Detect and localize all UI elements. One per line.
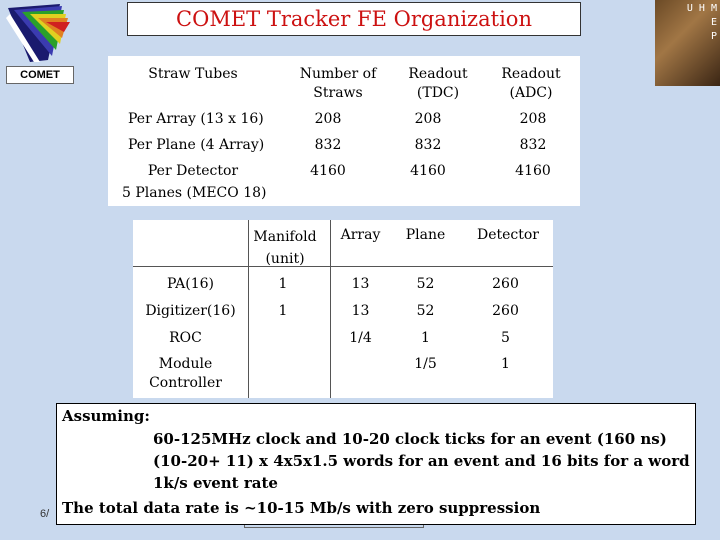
comet-logo-label: COMET	[6, 66, 74, 84]
table-cell: 1	[421, 330, 430, 346]
hardware-count-table	[133, 220, 553, 398]
data-rate-conclusion: The total data rate is ~10-15 Mb/s with zero suppression	[62, 499, 541, 517]
table-cell: 1/4	[349, 330, 372, 346]
table-cell: 52	[416, 303, 435, 319]
table-cell: 4160	[310, 163, 346, 179]
table-cell: 5	[501, 330, 510, 346]
row-label-per-plane: Per Plane (4 Array)	[128, 137, 265, 153]
straw-count-table	[108, 56, 580, 206]
badge-line-1: U H M	[686, 3, 717, 14]
header-straw-tubes: Straw Tubes	[148, 66, 238, 82]
badge-line-2: E	[710, 17, 717, 28]
row-label-pa: PA(16)	[167, 276, 214, 292]
header-detector: Detector	[476, 227, 539, 243]
table-cell: 4160	[410, 163, 446, 179]
table-cell: 208	[414, 111, 442, 127]
table-cell: 260	[492, 303, 519, 319]
row-label-module-controller: Module Controller	[149, 356, 222, 391]
table-cell: 260	[492, 276, 519, 292]
table-cell: 1	[501, 356, 510, 372]
badge-line-3: P	[710, 31, 717, 42]
table-cell: 1	[278, 303, 288, 319]
table-cell: 4160	[515, 163, 551, 179]
header-array: Array	[340, 227, 381, 243]
assumption-line: 60-125MHz clock and 10-20 clock ticks for an event (160 ns)	[153, 430, 667, 448]
table-cell: 832	[314, 137, 342, 153]
assumption-line: 1k/s event rate	[153, 474, 278, 492]
assumption-line: (10-20+ 11) x 4x5x1.5 words for an event and 16 bits for a word	[153, 452, 690, 470]
page-title: COMET Tracker FE Organization	[127, 2, 581, 36]
header-number-of-straws: Number of Straws	[299, 66, 377, 101]
grid-line	[330, 220, 331, 398]
table-cell: 832	[414, 137, 442, 153]
grid-line	[133, 266, 553, 267]
table-cell: 208	[314, 111, 342, 127]
row-label-per-detector: Per Detector	[147, 163, 239, 179]
table-cell: 1	[278, 276, 288, 292]
table-cell: 13	[351, 303, 370, 319]
assumptions-heading: Assuming:	[62, 407, 150, 425]
row-label-digitizer: Digitizer(16)	[145, 303, 236, 319]
table-cell: 1/5	[414, 356, 437, 372]
header-readout-tdc: Readout (TDC)	[408, 66, 468, 101]
uhm-letters	[687, 2, 717, 44]
row-label-roc: ROC	[169, 330, 202, 346]
header-manifold: Manifold (unit)	[253, 229, 317, 267]
row-label-per-detector-sub: 5 Planes (MECO 18)	[122, 185, 267, 201]
header-plane: Plane	[405, 227, 446, 243]
table-cell: 13	[351, 276, 370, 292]
table-cell: 832	[519, 137, 547, 153]
table-cell: 52	[416, 276, 435, 292]
row-label-per-array: Per Array (13 x 16)	[128, 111, 264, 127]
header-readout-adc: Readout (ADC)	[501, 66, 561, 101]
page-number: 6/	[40, 508, 50, 520]
assumptions-box	[56, 403, 696, 525]
table-cell: 208	[519, 111, 547, 127]
uhm-puma-logo	[655, 0, 720, 86]
